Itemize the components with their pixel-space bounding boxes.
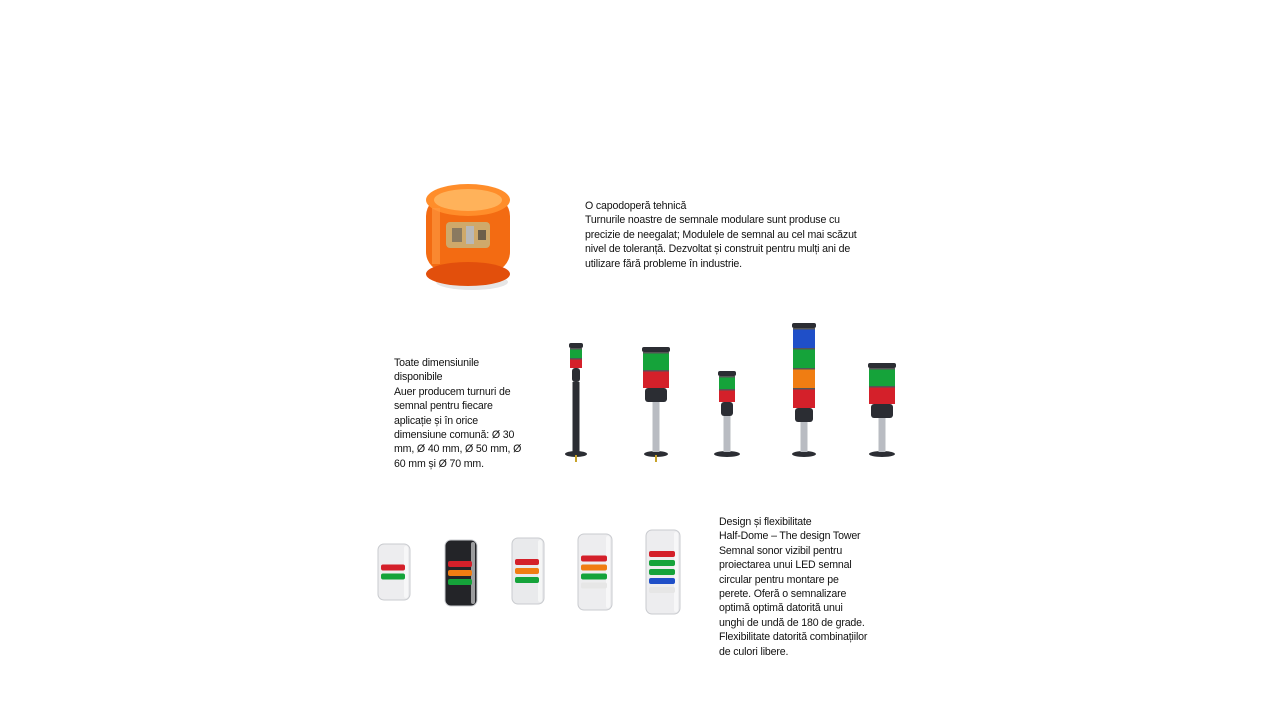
tower-ring [869, 368, 895, 370]
signal-tower [714, 371, 740, 457]
tower-ring [793, 388, 815, 390]
tower-pin [655, 455, 657, 462]
signal-towers-image [560, 310, 910, 470]
precision-line: precizie de neegalat; Modulele de semnal au cel mai scăzut [585, 228, 857, 241]
tower-light-green [719, 376, 735, 389]
signal-tower [642, 347, 670, 462]
design-line: circular pentru montare pe [719, 573, 839, 586]
sizes-line: 60 mm și Ø 70 mm. [394, 457, 484, 470]
signal-tower [565, 343, 587, 462]
half-dome-tower [578, 534, 612, 610]
dome-highlight [404, 546, 408, 598]
tower-cap [868, 363, 896, 368]
tower-cap [718, 371, 736, 376]
dome-light-orange [448, 570, 472, 576]
tower-ring [643, 352, 669, 354]
dome-light-green [581, 574, 607, 580]
tower-light-green [869, 368, 895, 386]
tower-connector [645, 388, 667, 402]
tower-light-blue [793, 328, 815, 348]
sizes-title-line: disponibile [394, 371, 443, 384]
tower-light-red [793, 388, 815, 408]
orange-signal-module-image [420, 178, 520, 298]
precision-line: utilizare fără probleme în industrie. [585, 257, 742, 270]
tower-pole [724, 416, 731, 452]
dome-light-red [448, 561, 472, 567]
tower-ring [793, 348, 815, 350]
tower-connector [721, 402, 733, 416]
half-dome-tower [445, 540, 477, 606]
signal-tower [868, 363, 896, 457]
sizes-line: dimensiune comună: Ø 30 [394, 429, 515, 442]
design-line: Semnal sonor vizibil pentru [719, 544, 843, 557]
half-dome-towers-image [370, 524, 690, 620]
dome-light-green [649, 569, 675, 575]
design-line: unghi de undă de 180 de grade. [719, 616, 865, 629]
sizes-title-line: Toate dimensiunile [394, 357, 480, 369]
half-dome-tower [646, 530, 680, 614]
design-title: Design și flexibilitate [719, 516, 812, 528]
precision-line: Turnurile noastre de semnale modulare sunt produse cu [585, 214, 840, 227]
tower-ring [570, 348, 582, 350]
dome-light-blue [649, 578, 675, 584]
sizes-line: mm, Ø 40 mm, Ø 50 mm, Ø [394, 443, 522, 456]
sizes-line: aplicație și în orice [394, 414, 478, 427]
dome-light-orange [515, 568, 539, 574]
tower-ring [793, 368, 815, 370]
tower-pole [653, 402, 660, 452]
tower-cap [792, 323, 816, 328]
tower-ring [793, 328, 815, 330]
precision-line: nivel de toleranță. Dezvoltat și construit pentru mulți ani de [585, 243, 851, 256]
tower-ring [869, 386, 895, 388]
tower-light-red [869, 386, 895, 404]
tower-light-orange [793, 368, 815, 388]
dome-light-green [649, 560, 675, 566]
dome-light-green [515, 577, 539, 583]
sizes-line: semnal pentru fiecare [394, 400, 493, 413]
tower-pin [575, 455, 577, 462]
tower-connector [572, 368, 580, 382]
tower-pole [573, 382, 580, 452]
tower-light-green [793, 348, 815, 368]
tower-pole [801, 422, 808, 452]
dome-light-red [515, 559, 539, 565]
design-line: perete. Oferă o semnalizare [719, 588, 847, 601]
dome-light-red [581, 556, 607, 562]
dome-light-green [448, 579, 472, 585]
dome-highlight [606, 536, 610, 608]
dome-light-red [381, 565, 405, 571]
design-line: optimă optimă datorită unui [719, 602, 843, 615]
design-line: de culori libere. [719, 645, 789, 658]
dome-light-clear [649, 587, 675, 593]
tower-connector [871, 404, 893, 418]
tower-connector [795, 408, 813, 422]
precision-title: O capodoperă tehnică [585, 200, 687, 212]
tower-pole [879, 418, 886, 452]
half-dome-tower [378, 544, 410, 600]
dome-light-green [381, 574, 405, 580]
dome-light-orange [581, 565, 607, 571]
signal-tower [792, 323, 816, 457]
dome-light-red [649, 551, 675, 557]
design-line: Flexibilitate datorită combinațiilor [719, 631, 868, 644]
design-line: Half-Dome – The design Tower [719, 530, 861, 543]
tower-light-green [643, 352, 669, 370]
tower-ring [719, 376, 735, 378]
design-text-block [719, 515, 867, 659]
tower-cap [569, 343, 583, 348]
tower-cap [642, 347, 670, 352]
precision-text-block [585, 199, 857, 271]
dome-light-clear [581, 583, 607, 589]
design-line: proiectarea unui LED semnal [719, 559, 852, 572]
sizes-line: Auer producem turnuri de [394, 385, 511, 398]
tower-ring [570, 358, 582, 360]
tower-ring [643, 370, 669, 372]
sizes-text-block [394, 356, 521, 471]
tower-light-red [643, 370, 669, 388]
half-dome-tower [512, 538, 544, 604]
tower-ring [719, 389, 735, 391]
tower-light-red [719, 389, 735, 402]
